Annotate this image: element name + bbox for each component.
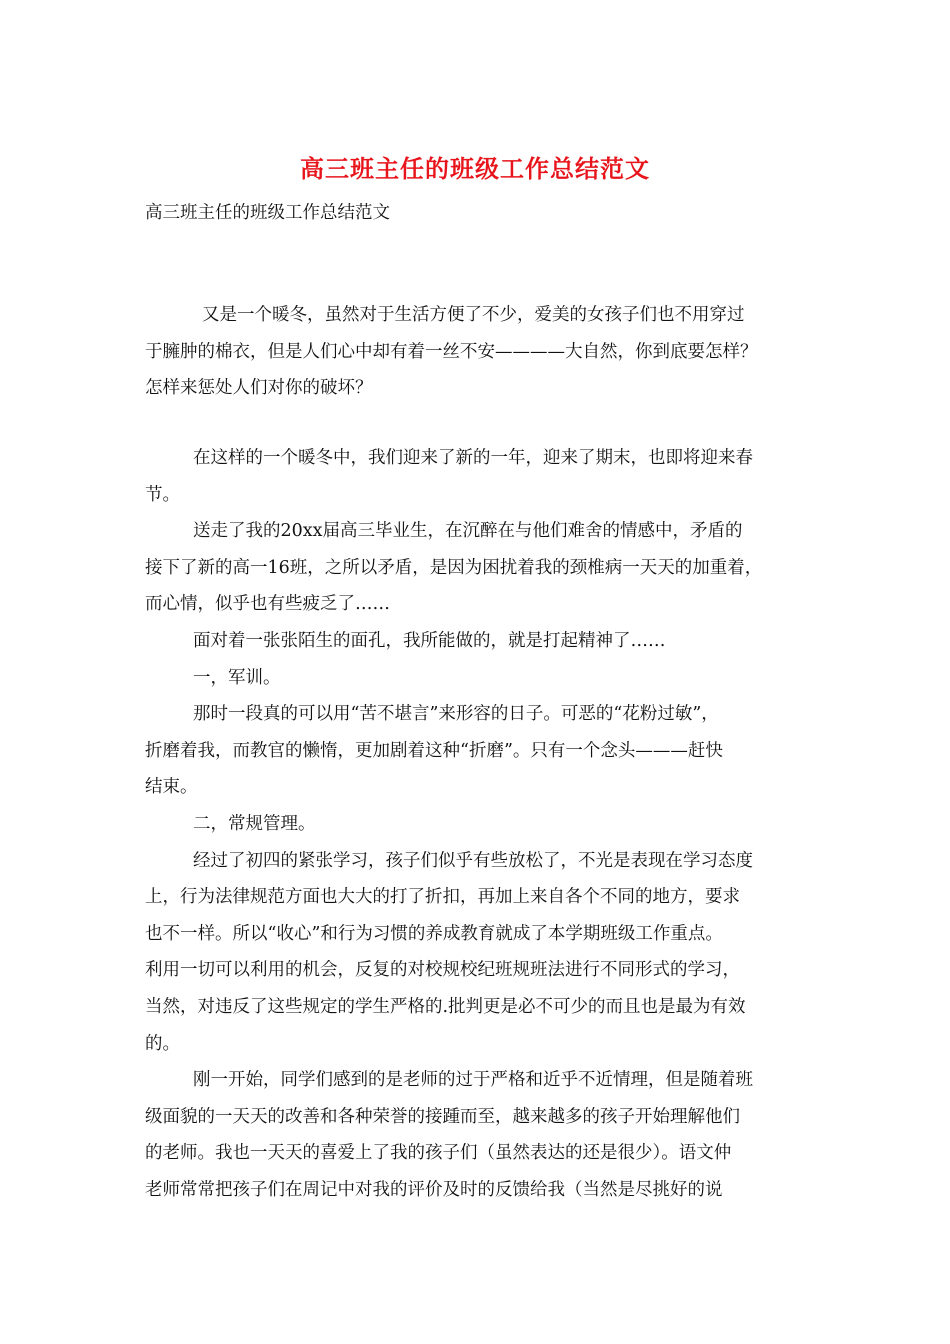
- text-line: 又是一个暖冬，虽然对于生活方便了不少，爱美的女孩子们也不用穿过: [202, 305, 745, 325]
- section-heading: 一，军训。: [193, 667, 281, 688]
- text-line: 利用一切可以利用的机会，反复的对校规校纪班规班法进行不同形式的学习，: [145, 960, 740, 981]
- text-line: 那时一段真的可以用“苦不堪言”来形容的日子。可恶的“花粉过敏”，: [193, 704, 719, 725]
- document-subtitle: 高三班主任的班级工作总结范文: [145, 203, 390, 223]
- text-line: 节。: [145, 484, 180, 505]
- document-title: 高三班主任的班级工作总结范文: [300, 154, 650, 183]
- section-heading: 二，常规管理。: [193, 813, 316, 834]
- text-line: 经过了初四的紧张学习，孩子们似乎有些放松了，不光是表现在学习态度: [193, 850, 753, 871]
- text-line: 送走了我的20xx届高三毕业生，在沉醉在与他们难舍的情感中，矛盾的: [193, 521, 743, 542]
- text-line: 当然，对违反了这些规定的学生严格的.批判更是必不可少的而且也是最为有效: [145, 996, 746, 1017]
- text-line: 刚一开始，同学们感到的是老师的过于严格和近乎不近情理，但是随着班: [193, 1070, 753, 1091]
- text-line: 面对着一张张陌生的面孔，我所能做的，就是打起精神了……: [193, 630, 666, 651]
- text-line: 怎样来惩处人们对你的破坏？: [145, 378, 373, 399]
- text-line: 的。: [145, 1033, 180, 1054]
- text-line: 级面貌的一天天的改善和各种荣誉的接踵而至，越来越多的孩子开始理解他们: [145, 1106, 740, 1127]
- text-line: 接下了新的高一16班，之所以矛盾，是因为困扰着我的颈椎病一天天的加重着，: [145, 557, 763, 578]
- text-line: 在这样的一个暖冬中，我们迎来了新的一年，迎来了期末，也即将迎来春: [193, 448, 753, 468]
- text-line: 结束。: [145, 777, 198, 798]
- intro-paragraph: [145, 297, 825, 407]
- text-line: 的老师。我也一天天的喜爱上了我的孩子们（虽然表达的还是很少）。语文仲: [145, 1143, 732, 1164]
- text-line: 折磨着我，而教官的懒惰，更加剧着这种“折磨”。只有一个念头———赶快: [145, 740, 723, 761]
- text-line: 上，行为法律规范方面也大大的打了折扣，再加上来自各个不同的地方，要求: [145, 887, 740, 908]
- body-paragraphs: [145, 440, 825, 1208]
- text-line: 于臃肿的棉衣，但是人们心中却有着一丝不安————大自然，你到底要怎样？: [145, 341, 758, 362]
- text-line: 老师常常把孩子们在周记中对我的评价及时的反馈给我（当然是尽挑好的说: [145, 1179, 723, 1200]
- text-line: 而心情，似乎也有些疲乏了……: [145, 594, 390, 615]
- text-line: 也不一样。所以“收心”和行为习惯的养成教育就成了本学期班级工作重点。: [145, 923, 723, 944]
